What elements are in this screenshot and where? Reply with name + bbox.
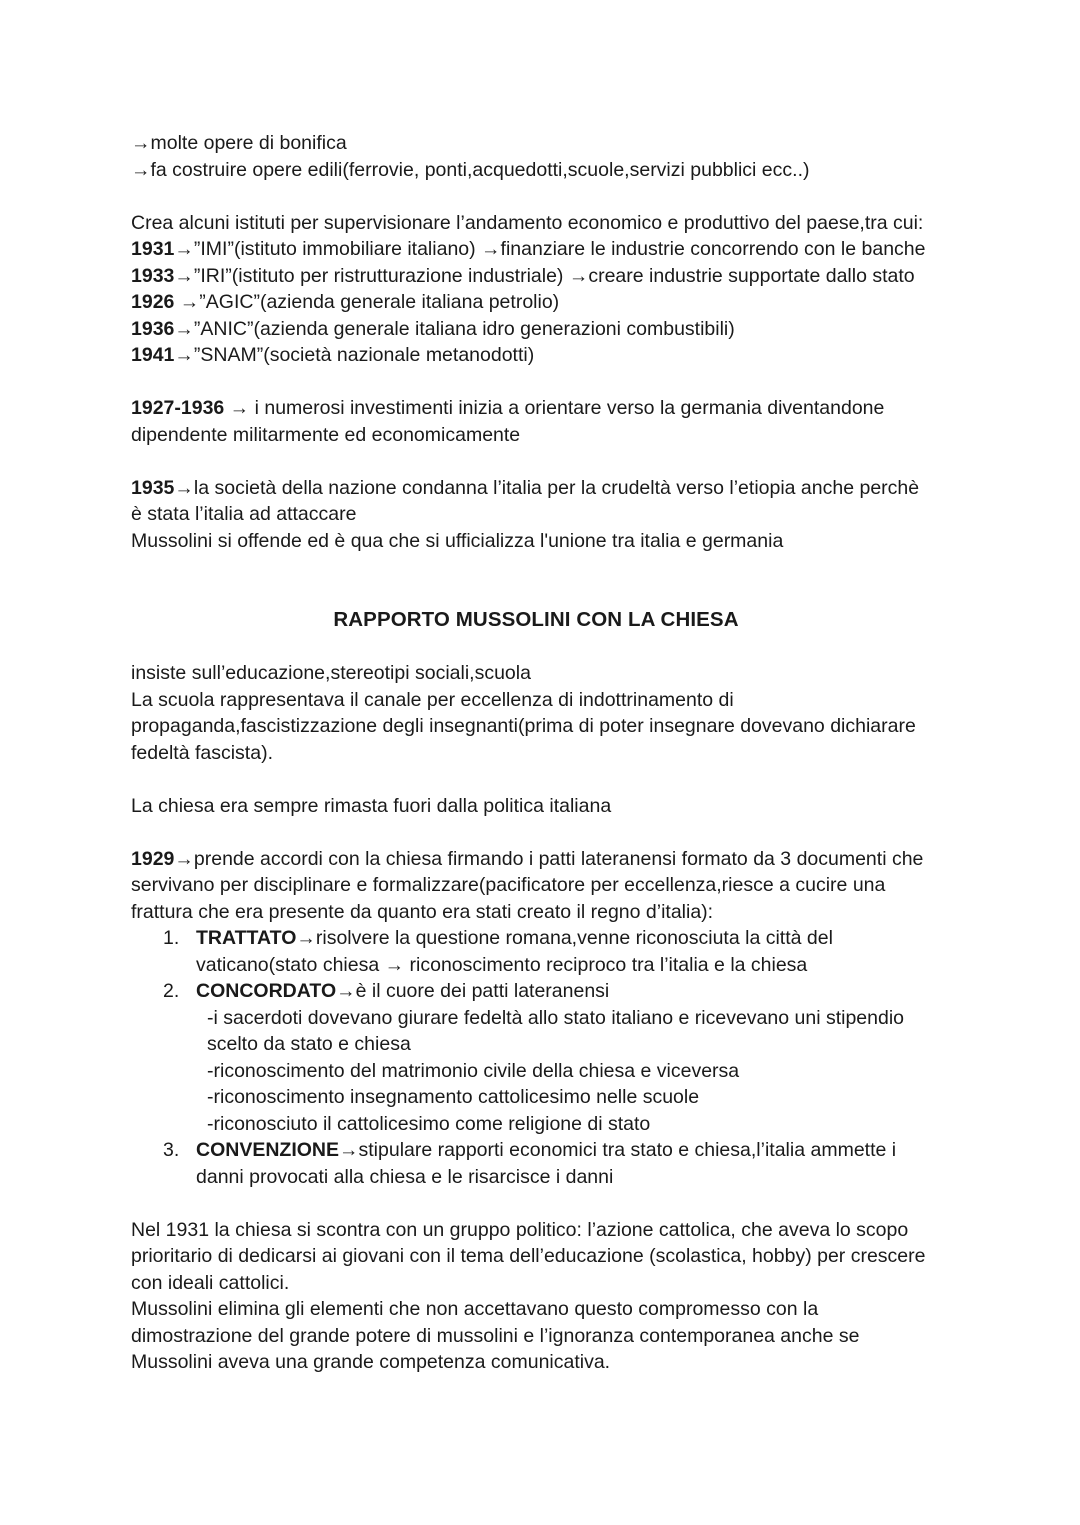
list-item-concordato	[131, 978, 961, 1137]
list-item-convenzione	[131, 1137, 961, 1190]
year-label: 1936	[131, 317, 175, 340]
list-item-trattato	[131, 925, 961, 978]
list-item-line	[196, 978, 961, 1005]
year-label: 1935	[131, 476, 175, 499]
institute-text: →”AGIC”(azienda generale italiana petrolio)	[174, 291, 560, 313]
education-line: fedeltà fascista).	[131, 741, 273, 764]
lateran-paragraph-line2: servivano per disciplinare e formalizzare(pacificatore per eccellenza,riesce a cucire una	[131, 874, 886, 896]
list-item-line	[196, 925, 961, 952]
sub-point: -i sacerdoti dovevano giurare fedeltà allo stato italiano e ricevevano uni stipendio	[207, 1006, 905, 1029]
institute-text: →”IMI”(istituto immobiliare italiano) →finanziare le industrie concorrendo con le banche	[174, 238, 926, 260]
list-item-continuation: danni provocati alla chiesa e le risarcisce i danni	[196, 1165, 614, 1188]
paragraph-text: → i numerosi investimenti inizia a orientare verso la germania diventandone	[224, 397, 885, 419]
sub-point: -riconosciuto il cattolicesimo come religione di stato	[207, 1112, 651, 1135]
lateran-documents-list	[131, 925, 961, 1190]
list-item-line	[196, 1137, 961, 1164]
paragraph-text: →prende accordi con la chiesa firmando i patti lateranensi formato da 3 documenti che	[174, 847, 924, 870]
year-label: 1931	[131, 238, 175, 260]
list-number: 2.	[163, 980, 180, 1002]
year-label: 1941	[131, 344, 175, 366]
document-text: →è il cuore dei patti lateranensi	[336, 980, 610, 1002]
sub-point: scelto da stato e chiesa	[207, 1033, 411, 1055]
education-line: propaganda,fascistizzazione degli insegnanti(prima di poter insegnare dovevano dichiarare	[131, 715, 916, 737]
list-number: 1.	[163, 927, 180, 949]
document-page	[131, 130, 961, 1376]
azione-cattolica-line: Nel 1931 la chiesa si scontra con un gruppo politico: l’azione cattolica, che aveva lo scopo	[131, 1218, 909, 1241]
opere-edili-line: →fa costruire opere edili(ferrovie, ponti,acquedotti,scuole,servizi pubblici ecc..)	[131, 158, 810, 181]
conclusion-line: dimostrazione del grande potere di mussolini e l’ignoranza contemporanea anche se	[131, 1324, 860, 1347]
outside-politics-line: La chiesa era sempre rimasta fuori dalla politica italiana	[131, 794, 612, 817]
conclusion-line: Mussolini aveva una grande competenza comunicativa.	[131, 1351, 611, 1373]
azione-cattolica-line: prioritario di dedicarsi ai giovani con il tema dell’educazione (scolastica, hobby) per crescere	[131, 1245, 926, 1267]
institute-iri	[131, 263, 961, 290]
document-text: →stipulare rapporti economici tra stato e chiesa,l’italia ammette i	[339, 1139, 897, 1161]
ethiopia-paragraph-line2: è stata l’italia ad attaccare	[131, 503, 357, 525]
paragraph-text: →la società della nazione condanna l’italia per la crudeltà verso l’etiopia anche perchè	[174, 476, 920, 499]
document-text: →risolvere la questione romana,venne riconosciuta la città del	[296, 927, 833, 949]
germany-paragraph-line1	[131, 395, 961, 422]
institute-text: →”IRI”(istituto per ristrutturazione industriale) →creare industrie supportate dallo stato	[174, 264, 915, 287]
year-label: 1927-1936	[131, 397, 225, 419]
ethiopia-paragraph-line1	[131, 475, 961, 502]
document-title: TRATTATO	[196, 927, 297, 949]
institute-text: →”SNAM”(società nazionale metanodotti)	[174, 344, 535, 366]
institute-snam	[131, 342, 961, 369]
year-label: 1929	[131, 847, 175, 870]
institute-text: →”ANIC”(azienda generale italiana idro generazioni combustibili)	[174, 317, 735, 340]
institutes-intro: Crea alcuni istituti per supervisionare l’andamento economico e produttivo del paese,tra cui:	[131, 211, 924, 234]
institute-anic	[131, 316, 961, 343]
conclusion-line: Mussolini elimina gli elementi che non accettavano questo compromesso con la	[131, 1298, 819, 1320]
document-title: CONCORDATO	[196, 980, 337, 1002]
germany-paragraph-line2: dipendente militarmente ed economicamente	[131, 423, 521, 446]
document-title: CONVENZIONE	[196, 1139, 340, 1161]
institute-agic	[131, 289, 961, 316]
ethiopia-paragraph-line3: Mussolini si offende ed è qua che si ufficializza l'unione tra italia e germania	[131, 529, 784, 552]
azione-cattolica-line: con ideali cattolici.	[131, 1271, 290, 1294]
year-label: 1933	[131, 264, 175, 287]
list-number: 3.	[163, 1139, 180, 1161]
sub-point: -riconoscimento del matrimonio civile della chiesa e viceversa	[207, 1059, 740, 1082]
lateran-paragraph-line1	[131, 846, 961, 873]
section-heading: RAPPORTO MUSSOLINI CON LA CHIESA	[333, 608, 739, 631]
institute-imi	[131, 236, 961, 263]
year-label: 1926	[131, 291, 175, 313]
list-item-continuation: vaticano(stato chiesa → riconoscimento reciproco tra l’italia e la chiesa	[196, 953, 808, 976]
sub-point: -riconoscimento insegnamento cattolicesimo nelle scuole	[207, 1086, 700, 1108]
bonifica-line: →molte opere di bonifica	[131, 132, 347, 154]
education-line: La scuola rappresentava il canale per eccellenza di indottrinamento di	[131, 688, 734, 711]
lateran-paragraph-line3: frattura che era presente da quanto era stati creato il regno d’italia):	[131, 900, 714, 923]
education-line: insiste sull’educazione,stereotipi sociali,scuola	[131, 662, 531, 684]
